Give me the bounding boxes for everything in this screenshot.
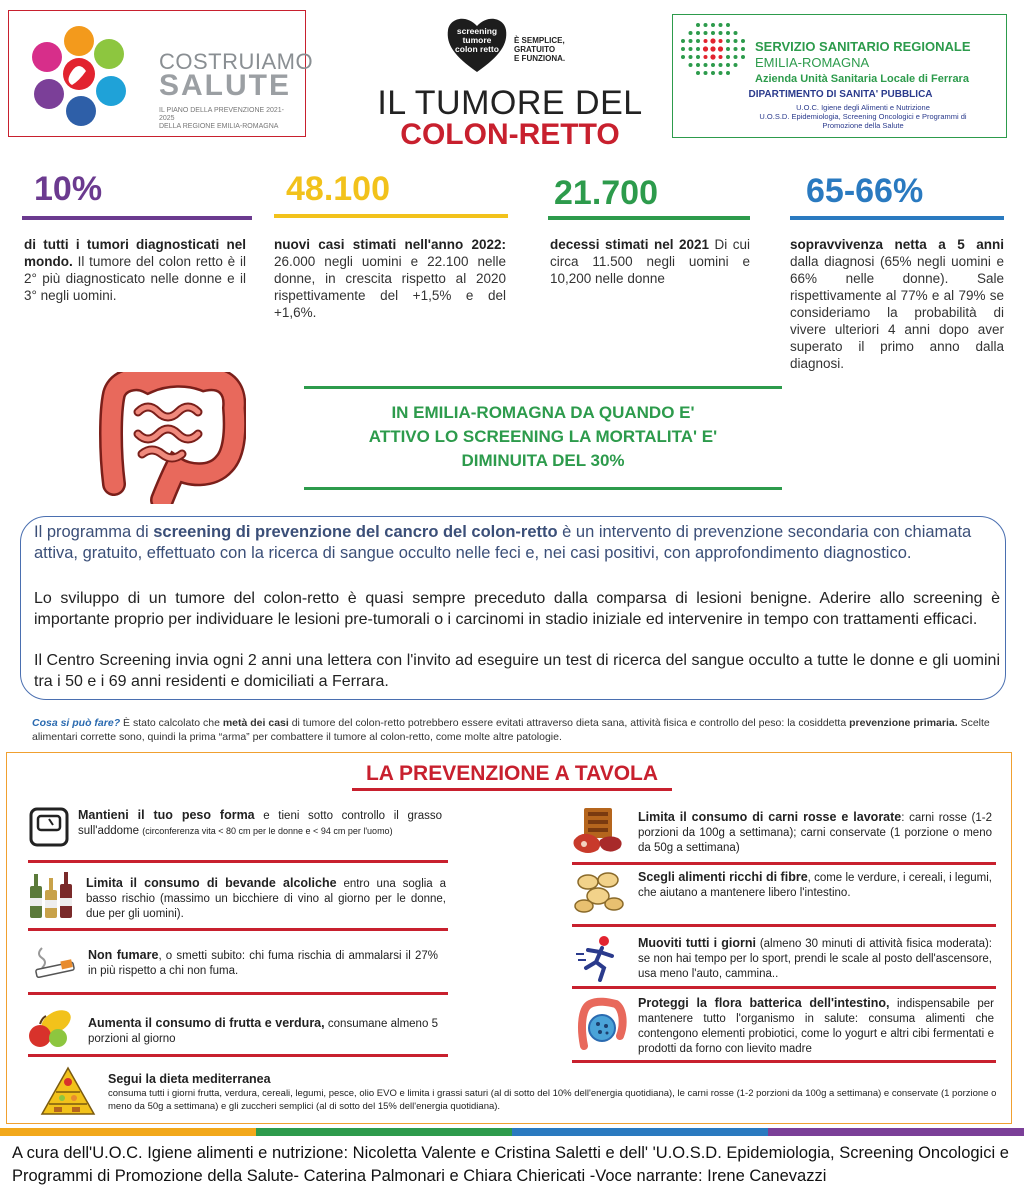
banner-line2: ATTIVO LO SCREENING LA MORTALITA' E' bbox=[368, 427, 718, 446]
tip-exercise: Muoviti tutti i giorni (almeno 30 minuti di attività fisica moderata): se non hai tempo per lo sport, prendi le scale al posto dell'ascensore, usa meno l'auto, cammina.. bbox=[638, 936, 992, 980]
program-intro: Il programma di screening di prevenzione del cancro del colon-retto è un intervento di prevenzione secondaria con chiamata attiva, gratuito, effettuato con la ricerca di sangue occulto nelle feci e, nei casi positivi, con approfondimento diagnostico. bbox=[34, 523, 972, 562]
brand-line2: SALUTE bbox=[159, 69, 291, 102]
org-line3: Azienda Unità Sanitaria Locale di Ferrara bbox=[755, 73, 969, 85]
stat-text-1: di tutti i tumori diagnosticati nel mondo. Il tumore del colon retto è il 2° più diagnosticato nelle donne e il 3° negli uomini. bbox=[24, 237, 246, 303]
food-pyramid-icon bbox=[40, 1066, 96, 1118]
svg-text:tumore: tumore bbox=[462, 35, 492, 45]
banner-line1: IN EMILIA-ROMAGNA DA QUANDO E' bbox=[391, 403, 695, 422]
what-can-be-done: Cosa si può fare? È stato calcolato che metà dei casi di tumore del colon-retto potrebbero essere evitati attraverso dieta sana, attività fisica e controllo del peso: la cosiddetta prevenzione primaria. Scelte alimentari corrette sono, quindi la prima “arma” per combattere il tumore al colon-retto, come molte altre patologie. bbox=[32, 717, 990, 743]
tip-fruit-vegetables: Aumenta il consumo di frutta e verdura, consumane almeno 5 porzioni al giorno bbox=[88, 1016, 439, 1045]
tip-fiber: Scegli alimenti ricchi di fibre, come le verdure, i cereali, i legumi, che aiutano a mantenere libero l'intestino. bbox=[638, 870, 992, 899]
tip-smoking: Non fumare, o smetti subito: chi fuma rischia di ammalarsi il 27% in più rispetto a chi non fuma. bbox=[88, 948, 438, 977]
separator bbox=[28, 992, 448, 995]
mortality-banner bbox=[304, 386, 782, 490]
stat-number-4: 65-66% bbox=[806, 172, 924, 210]
costruiamo-salute-logo bbox=[8, 10, 314, 137]
tip-weight: Mantieni il tuo peso forma e tieni sotto controllo il grasso sull'addome (circonferenza vita < 80 cm per le donne e < 94 cm per l'uomo) bbox=[78, 808, 442, 837]
prevention-title: LA PREVENZIONE A TAVOLA bbox=[365, 762, 659, 785]
stat-text-3: decessi stimati nel 2021 Di cui circa 11.500 negli uomini e 10,200 nelle donne bbox=[550, 237, 750, 286]
banner-line3: DIMINUITA DEL 30% bbox=[461, 451, 625, 470]
stat-number-2: 48.100 bbox=[286, 170, 390, 208]
tip-gut-flora: Proteggi la flora batterica dell'intestino, indispensabile per mantenere tutto l'organismo in salute: consuma alimenti che contengono elementi probiotici, come lo yogurt e altri cibi fermentati e prodotti da forno con lievito madre bbox=[638, 996, 994, 1055]
colon-icon bbox=[96, 372, 246, 504]
separator bbox=[28, 1054, 448, 1057]
brand-line1: COSTRUIAMO bbox=[159, 49, 314, 74]
credits: A cura dell'U.O.C. Igiene alimenti e nutrizione: Nicoletta Valente e Cristina Saletti e dell' 'U.O.S.D. Epidemiologia, Screening Oncologici e Programmi di Promozione della Salute- Caterina Palmonari e Chiara Chiericati -Voce narrante: Irene Canevazzi bbox=[12, 1144, 1009, 1185]
separator bbox=[572, 924, 996, 927]
prevention-plan-icon bbox=[19, 19, 139, 129]
tip-mediterranean-diet: Segui la dieta mediterranea consuma tutti i giorni frutta, verdura, cereali, legumi, pesce, olio EVO e limita i grassi saturi (al di sotto del 10% dell'energia quotidiana), le carni rosse (1-2 porzioni da 100g a settimana) e conservate (1 porzione o meno da 50g a settimana) e gli zuccheri semplici (al di sotto del 15% dell'energia quotidiana). bbox=[108, 1072, 997, 1112]
grains-icon bbox=[572, 868, 626, 916]
stat-bar-4 bbox=[790, 216, 1004, 220]
tip-alcohol: Limita il consumo di bevande alcoliche entro una soglia a basso rischio (massimo un bicchiere di vino al giorno per le donne, due per gli uomini). bbox=[86, 876, 446, 920]
cigarette-icon bbox=[34, 944, 76, 982]
stat-text-4: sopravvivenza netta a 5 anni dalla diagnosi (65% negli uomini e 66% nelle donne). Sale rispettivamente al 77% e al 79% se consideriamo la probabilità di vivere ulteriori 4 anni dopo aver superato il primo anno dalla diagnosi. bbox=[790, 237, 1004, 371]
page-title-line1: IL TUMORE DEL bbox=[377, 84, 643, 122]
separator bbox=[572, 1060, 996, 1063]
org-line4: DIPARTIMENTO DI SANITA' PUBBLICA bbox=[748, 89, 933, 100]
bacteria-icon bbox=[574, 996, 628, 1050]
program-paragraph-3: Il Centro Screening invia ogni 2 anni una lettera con l'invito ad eseguire un test di ricerca del sangue occulto a tutte le donne e gli uomini tra i 50 e i 69 anni residenti e domiciliati a Ferrara. bbox=[34, 652, 1000, 690]
campaign-tagline: È SEMPLICE, GRATUITO E FUNZIONA. bbox=[514, 36, 566, 63]
stat-number-1: 10% bbox=[34, 170, 103, 208]
stat-number-3: 21.700 bbox=[554, 174, 658, 212]
page-title-line2: COLON-RETTO bbox=[400, 118, 620, 151]
heart-icon bbox=[444, 14, 510, 74]
screening-campaign-logo bbox=[430, 14, 600, 74]
separator bbox=[572, 986, 996, 989]
stat-bar-3 bbox=[548, 216, 750, 220]
separator bbox=[572, 862, 996, 865]
bottles-icon bbox=[26, 868, 76, 922]
fruit-icon bbox=[26, 1004, 74, 1050]
scale-icon bbox=[28, 806, 70, 848]
runner-icon bbox=[574, 934, 624, 982]
svg-text:colon retto: colon retto bbox=[455, 44, 499, 54]
program-paragraph-2: Lo sviluppo di un tumore del colon-retto è quasi sempre preceduto dalla comparsa di lesioni benigne. Aderire allo screening è importante proprio per individuare le lesioni pre-tumorali o i carcinomi in stadio iniziale ed intervenire in tempo con trattamenti efficaci. bbox=[34, 590, 1000, 628]
title-underline bbox=[352, 788, 672, 791]
regional-dots-icon bbox=[677, 19, 749, 81]
ausl-ferrara-logo bbox=[672, 14, 1007, 138]
meat-icon bbox=[570, 806, 626, 856]
svg-text:screening: screening bbox=[456, 26, 498, 36]
tip-red-meat: Limita il consumo di carni rosse e lavorate: carni rosse (1-2 porzioni da 100g a settimana); carni conservate (1 porzione o meno da 50g a settimana) bbox=[638, 810, 992, 854]
org-units: U.O.C. Igiene degli Alimenti e Nutrizione U.O.S.D. Epidemiologia, Screening Oncologici e Programmi di Promozione della Salute bbox=[759, 103, 967, 130]
stat-bar-2 bbox=[274, 214, 508, 218]
footer-color-bar bbox=[0, 1128, 1024, 1136]
brand-caption: IL PIANO DELLA PREVENZIONE 2021-2025 DELLA REGIONE EMILIA-ROMAGNA bbox=[159, 107, 285, 130]
separator bbox=[28, 928, 448, 931]
stat-bar-1 bbox=[22, 216, 252, 220]
stat-text-2: nuovi casi stimati nell'anno 2022: 26.000 negli uomini e 22.100 nelle donne, in crescita rispetto al 2020 rispettivamente del +1,5% e del +1,6%. bbox=[274, 237, 506, 320]
separator bbox=[28, 860, 448, 863]
org-line2: EMILIA-ROMAGNA bbox=[755, 55, 870, 70]
org-line1: SERVIZIO SANITARIO REGIONALE bbox=[755, 39, 971, 54]
